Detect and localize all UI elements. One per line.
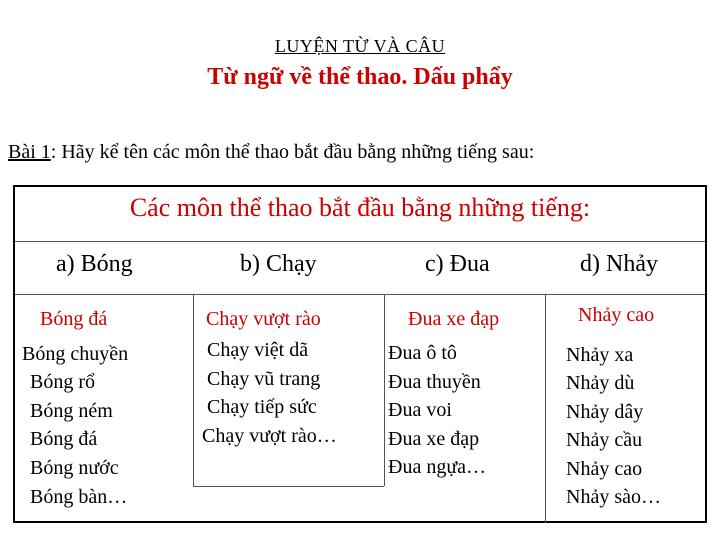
list-item-highlight: Đua xe đạp — [408, 308, 500, 330]
column-header-nhay: d) Nhảy — [580, 251, 658, 277]
list-item: Bóng ném — [30, 400, 113, 422]
list-item: Nhảy cao — [566, 458, 643, 480]
list-item: Nhảy dù — [566, 372, 635, 394]
list-item-highlight: Chạy vượt rào — [206, 308, 321, 330]
column-divider-1 — [193, 294, 194, 486]
list-item: Đua xe đạp — [388, 428, 480, 450]
list-item: Nhảy sào… — [566, 486, 661, 508]
exercise-text: : Hãy kể tên các môn thể thao bắt đầu bằng những tiếng sau: — [50, 141, 535, 163]
list-item-highlight: Bóng đá — [40, 308, 108, 330]
list-item: Bóng rổ — [30, 371, 95, 393]
list-item: Đua ô tô — [388, 342, 457, 364]
list-item: Nhảy xa — [566, 344, 634, 366]
list-item: Bóng nước — [30, 457, 119, 479]
column-b-bottom — [193, 486, 384, 487]
exercise-prompt — [8, 141, 534, 164]
table-heading: Các môn thể thao bắt đầu bằng những tiếng: — [129, 193, 591, 222]
list-item: Đua ngựa… — [388, 456, 487, 478]
list-item: Chạy vũ trang — [207, 368, 321, 390]
exercise-label: Bài 1 — [8, 141, 51, 163]
list-item: Bóng đá — [30, 428, 98, 450]
column-header-dua: c) Đua — [425, 251, 490, 277]
list-item: Chạy việt dã — [207, 339, 309, 361]
column-header-bong: a) Bóng — [56, 251, 133, 277]
list-item-highlight: Nhảy cao — [578, 304, 655, 326]
list-item: Nhảy cầu — [566, 429, 643, 451]
column-header-chay: b) Chạy — [240, 251, 317, 277]
table-divider-columns — [15, 294, 705, 295]
list-item: Bóng bàn… — [30, 486, 128, 508]
column-divider-2 — [384, 294, 385, 486]
list-item: Nhảy dây — [566, 401, 644, 423]
table-divider-heading — [15, 241, 705, 242]
list-item: Đua voi — [388, 399, 452, 421]
lesson-topic: Từ ngữ về thể thao. Dấu phẩy — [207, 64, 513, 90]
column-divider-3 — [545, 294, 546, 523]
list-item: Chạy vượt rào… — [202, 425, 337, 447]
lesson-subject: LUYỆN TỪ VÀ CÂU — [274, 36, 446, 56]
list-item: Chạy tiếp sức — [207, 396, 317, 418]
list-item: Đua thuyền — [388, 371, 481, 393]
list-item: Bóng chuyền — [22, 343, 129, 365]
